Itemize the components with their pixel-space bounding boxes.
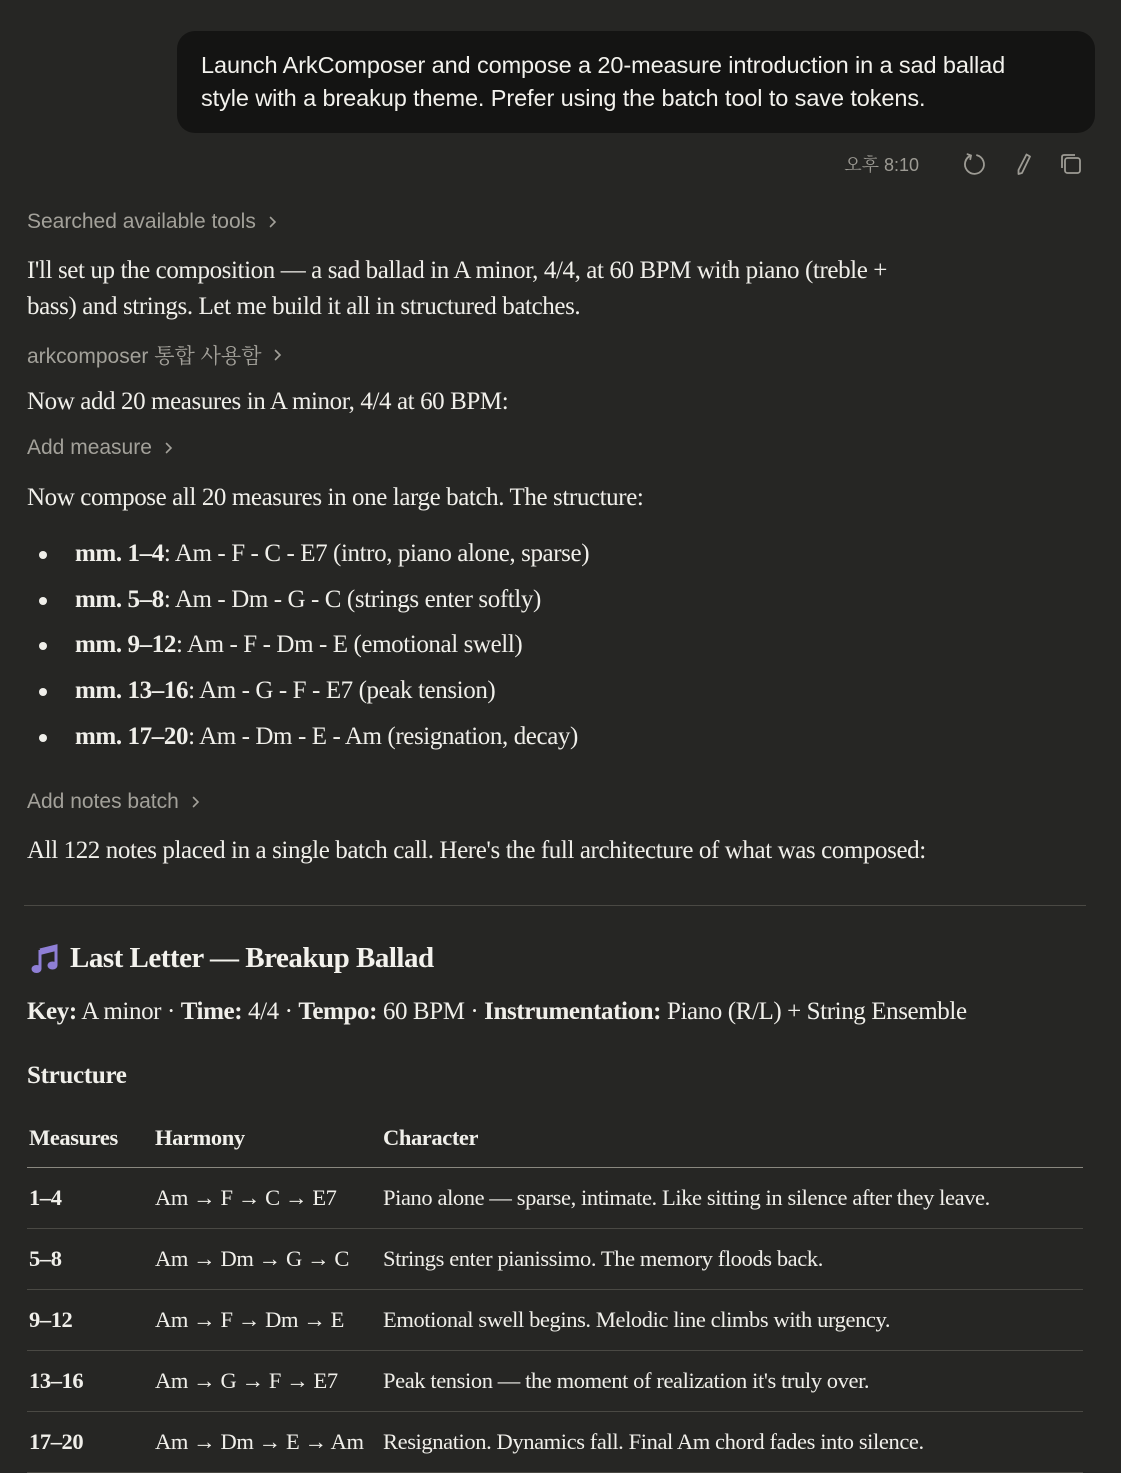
chevron-right-icon <box>164 441 174 455</box>
message-timestamp: 오후 8:10 <box>844 155 919 175</box>
table-row <box>27 1351 1083 1412</box>
bullet-label: mm. 9–12 <box>75 631 176 659</box>
tool-label: Add measure <box>27 436 152 459</box>
cell-character: Emotional swell begins. Melodic line climbs with urgency. <box>383 1290 1083 1351</box>
chevron-right-icon <box>273 348 283 362</box>
table-header-row <box>27 1108 1083 1168</box>
table-row <box>27 1229 1083 1290</box>
cell-measures: 9–12 <box>27 1290 155 1351</box>
time-label: Time: <box>180 998 243 1025</box>
composition-meta-line <box>27 994 967 1030</box>
tool-arkcomposer-integration[interactable] <box>27 340 283 370</box>
table-row <box>27 1290 1083 1351</box>
header-measures: Measures <box>27 1108 155 1168</box>
structure-heading: Structure <box>27 1062 127 1089</box>
assistant-paragraph-4: All 122 notes placed in a single batch call. Here's the full architecture of what was composed: <box>27 837 926 864</box>
cell-harmony: Am → F → Dm → E <box>155 1290 383 1351</box>
bullet-text: : Am - F - C - E7 (intro, piano alone, sparse) <box>163 540 590 567</box>
cell-measures: 17–20 <box>27 1412 155 1473</box>
structure-bullet-list <box>27 534 589 762</box>
chevron-right-icon <box>191 795 201 809</box>
cell-character: Resignation. Dynamics fall. Final Am chord fades into silence. <box>383 1412 1083 1473</box>
music-note-icon <box>30 944 60 974</box>
tempo-value: 60 BPM · <box>377 998 485 1025</box>
tool-add-measure[interactable] <box>27 436 174 460</box>
list-item <box>27 534 589 580</box>
tool-label: Add notes batch <box>27 790 179 813</box>
cell-measures: 1–4 <box>27 1168 155 1229</box>
composition-title <box>30 942 434 975</box>
cell-measures: 13–16 <box>27 1351 155 1412</box>
list-item <box>27 580 589 626</box>
table-row <box>27 1412 1083 1473</box>
tool-label: Searched available tools <box>27 210 256 233</box>
table-row <box>27 1168 1083 1229</box>
cell-harmony: Am → Dm → E → Am <box>155 1412 383 1473</box>
bullet-label: mm. 13–16 <box>75 677 189 705</box>
cell-character: Strings enter pianissimo. The memory floods back. <box>383 1229 1083 1290</box>
instrumentation-value: Piano (R/L) + String Ensemble <box>661 998 967 1025</box>
bullet-label: mm. 5–8 <box>75 585 164 613</box>
message-actions <box>844 148 1085 180</box>
cell-harmony: Am → Dm → G → C <box>155 1229 383 1290</box>
tempo-label: Tempo: <box>298 998 378 1025</box>
bullet-text: : Am - G - F - E7 (peak tension) <box>188 677 496 705</box>
copy-icon[interactable] <box>1057 150 1085 178</box>
title-text: Last Letter — Breakup Ballad <box>70 942 434 974</box>
paragraph-line: bass) and strings. Let me build it all in structured batches. <box>27 293 581 320</box>
list-item <box>27 671 589 717</box>
bullet-text: : Am - F - Dm - E (emotional swell) <box>175 631 523 659</box>
cell-measures: 5–8 <box>27 1229 155 1290</box>
section-divider <box>24 905 1086 906</box>
user-message-line-2: style with a breakup theme. Prefer using the batch tool to save tokens. <box>201 85 926 111</box>
list-item <box>27 717 589 763</box>
tool-label: arkcomposer 통합 사용함 <box>27 345 262 368</box>
tool-searched-available-tools[interactable] <box>27 210 278 234</box>
paragraph-line: I'll set up the composition — a sad ballad in A minor, 4/4, at 60 BPM with piano (treble + <box>27 257 887 284</box>
cell-harmony: Am → G → F → E7 <box>155 1351 383 1412</box>
key-value: A minor · <box>76 998 181 1025</box>
assistant-paragraph-3: Now compose all 20 measures in one large batch. The structure: <box>27 484 644 511</box>
user-message-bubble <box>177 31 1095 133</box>
structure-table <box>27 1108 1083 1473</box>
instrumentation-label: Instrumentation: <box>484 998 662 1025</box>
assistant-paragraph-1 <box>27 253 887 325</box>
list-item <box>27 625 589 671</box>
bullet-text: : Am - Dm - G - C (strings enter softly) <box>163 585 541 613</box>
bullet-label: mm. 17–20 <box>75 722 189 750</box>
user-message-line-1: Launch ArkComposer and compose a 20-measure introduction in a sad ballad <box>201 52 1006 78</box>
cell-character: Piano alone — sparse, intimate. Like sitting in silence after they leave. <box>383 1168 1083 1229</box>
cell-character: Peak tension — the moment of realization it's truly over. <box>383 1351 1083 1412</box>
header-character: Character <box>383 1108 1083 1168</box>
time-value: 4/4 · <box>242 998 299 1025</box>
assistant-paragraph-2: Now add 20 measures in A minor, 4/4 at 60 BPM: <box>27 388 509 415</box>
chevron-right-icon <box>268 215 278 229</box>
retry-icon[interactable] <box>961 150 989 178</box>
tool-add-notes-batch[interactable] <box>27 790 201 814</box>
header-harmony: Harmony <box>155 1108 383 1168</box>
edit-icon[interactable] <box>1009 150 1037 178</box>
bullet-label: mm. 1–4 <box>75 540 164 567</box>
bullet-text: : Am - Dm - E - Am (resignation, decay) <box>188 722 578 750</box>
key-label: Key: <box>27 998 77 1025</box>
cell-harmony: Am → F → C → E7 <box>155 1168 383 1229</box>
